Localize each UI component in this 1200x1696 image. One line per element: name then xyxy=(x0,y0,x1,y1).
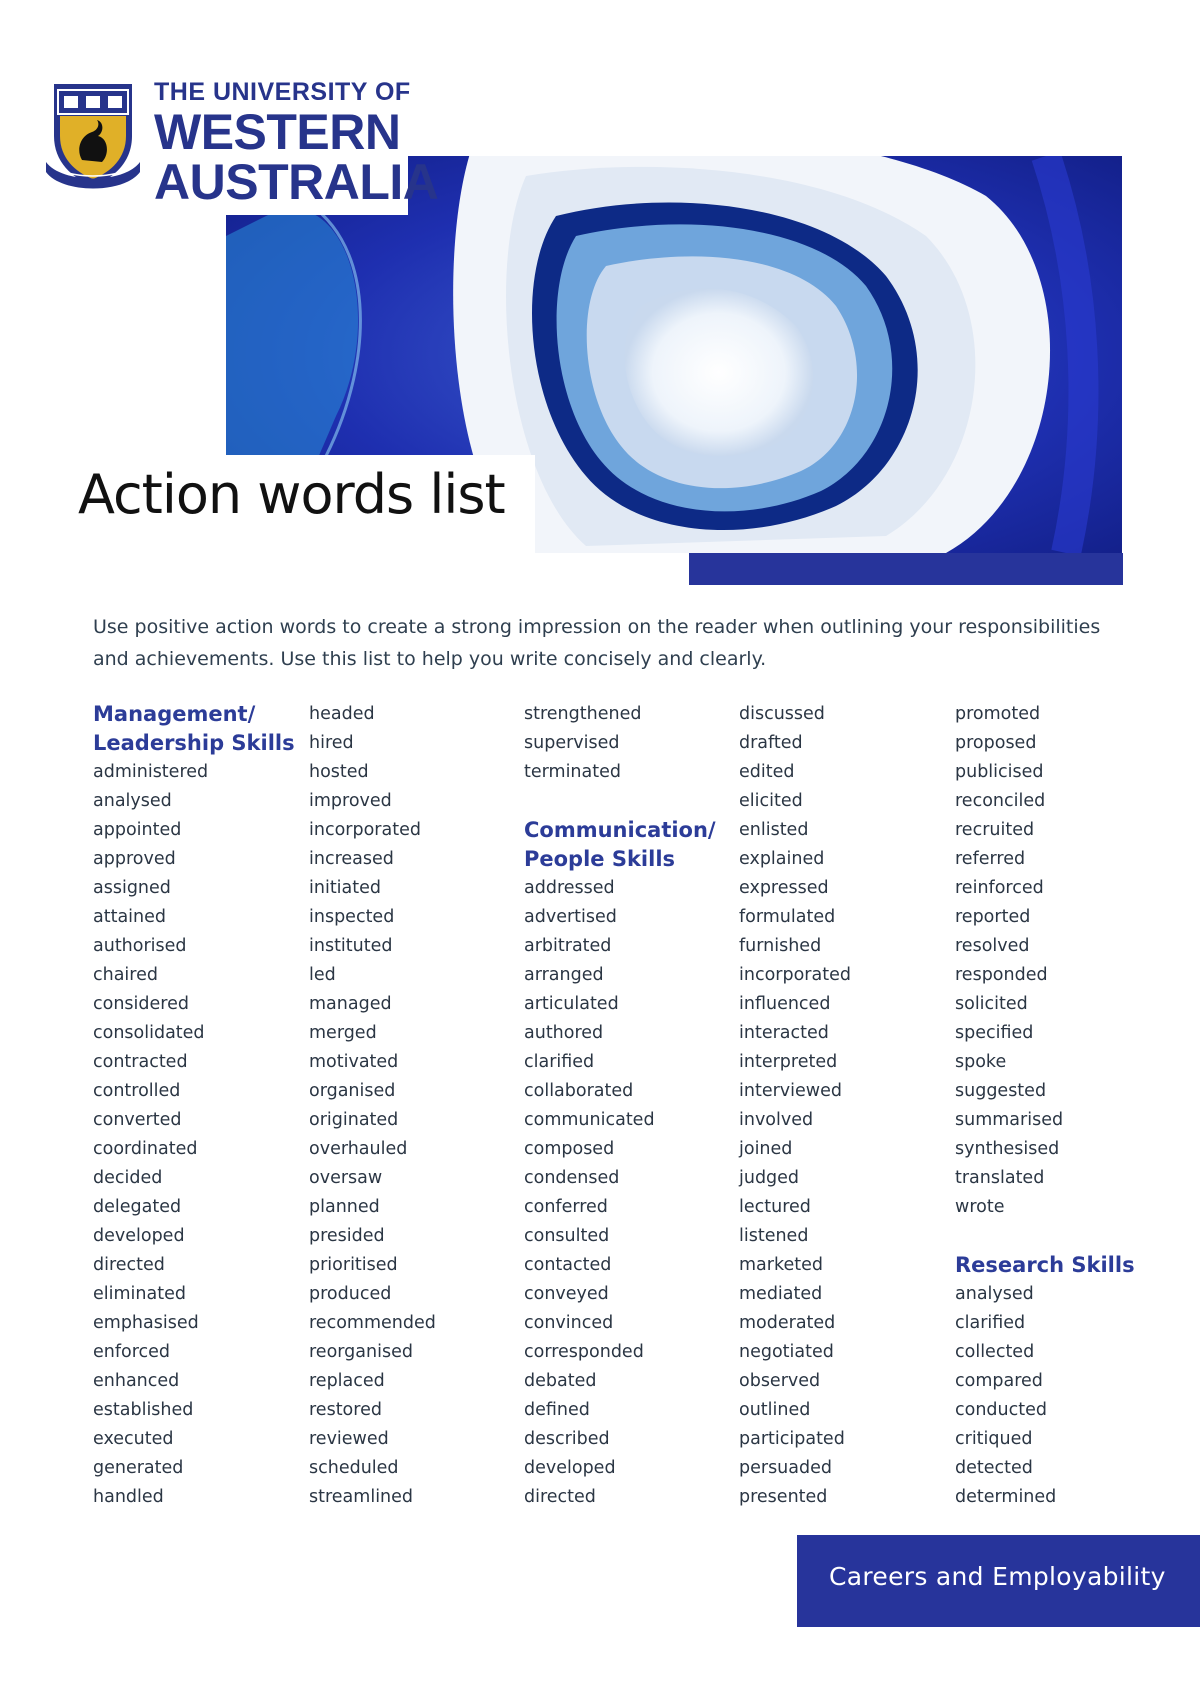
action-word: motivated xyxy=(309,1052,399,1072)
action-word: produced xyxy=(309,1284,392,1304)
action-word: resolved xyxy=(955,936,1030,956)
action-word: persuaded xyxy=(739,1458,832,1478)
action-word: initiated xyxy=(309,878,381,898)
action-word: supervised xyxy=(524,733,620,753)
action-word: organised xyxy=(309,1081,396,1101)
action-word: influenced xyxy=(739,994,831,1014)
action-word: increased xyxy=(309,849,394,869)
action-word: arbitrated xyxy=(524,936,612,956)
action-word: enforced xyxy=(93,1342,171,1362)
action-word: promoted xyxy=(955,704,1041,724)
action-word: overhauled xyxy=(309,1139,408,1159)
action-word: joined xyxy=(739,1139,793,1159)
action-word: summarised xyxy=(955,1110,1064,1130)
action-word: listened xyxy=(739,1226,809,1246)
action-word: formulated xyxy=(739,907,836,927)
action-word: debated xyxy=(524,1371,597,1391)
footer-label: Careers and Employability xyxy=(829,1562,1166,1591)
action-word: presided xyxy=(309,1226,385,1246)
action-word: moderated xyxy=(739,1313,836,1333)
action-word: originated xyxy=(309,1110,399,1130)
action-word: restored xyxy=(309,1400,382,1420)
university-name-line2: WESTERN xyxy=(154,104,401,160)
action-word: mediated xyxy=(739,1284,823,1304)
action-word: enhanced xyxy=(93,1371,180,1391)
action-word: improved xyxy=(309,791,392,811)
action-word: chaired xyxy=(93,965,158,985)
action-word: streamlined xyxy=(309,1487,414,1507)
action-word: led xyxy=(309,965,336,985)
action-word: strengthened xyxy=(524,704,642,724)
action-word: suggested xyxy=(955,1081,1047,1101)
action-word: critiqued xyxy=(955,1429,1033,1449)
action-word: advertised xyxy=(524,907,617,927)
action-word: enlisted xyxy=(739,820,809,840)
action-word: clarified xyxy=(524,1052,595,1072)
action-word: planned xyxy=(309,1197,380,1217)
section-heading: People Skills xyxy=(524,847,676,871)
action-word: managed xyxy=(309,994,392,1014)
action-word: interacted xyxy=(739,1023,829,1043)
action-word: contracted xyxy=(93,1052,188,1072)
section-heading: Research Skills xyxy=(955,1253,1135,1277)
action-word: clarified xyxy=(955,1313,1026,1333)
action-word: inspected xyxy=(309,907,395,927)
action-word: expressed xyxy=(739,878,829,898)
action-word: handled xyxy=(93,1487,164,1507)
action-word: directed xyxy=(524,1487,596,1507)
action-word: publicised xyxy=(955,762,1044,782)
action-word: authored xyxy=(524,1023,604,1043)
university-name-line1: THE UNIVERSITY OF xyxy=(154,78,411,106)
action-word: articulated xyxy=(524,994,619,1014)
action-word: interviewed xyxy=(739,1081,842,1101)
action-word: outlined xyxy=(739,1400,811,1420)
action-word: furnished xyxy=(739,936,822,956)
action-word: authorised xyxy=(93,936,187,956)
word-column-2 xyxy=(309,700,519,1512)
action-word: incorporated xyxy=(309,820,421,840)
page-title: Action words list xyxy=(78,463,505,526)
action-word: consulted xyxy=(524,1226,610,1246)
action-word: merged xyxy=(309,1023,377,1043)
action-word: wrote xyxy=(955,1197,1005,1217)
action-word: spoke xyxy=(955,1052,1007,1072)
action-word: proposed xyxy=(955,733,1037,753)
action-word: recommended xyxy=(309,1313,436,1333)
action-word: appointed xyxy=(93,820,182,840)
action-word: terminated xyxy=(524,762,621,782)
action-word: replaced xyxy=(309,1371,385,1391)
action-word: consolidated xyxy=(93,1023,205,1043)
action-word: involved xyxy=(739,1110,814,1130)
action-word: collected xyxy=(955,1342,1035,1362)
word-column-3 xyxy=(524,700,734,1512)
action-word: hosted xyxy=(309,762,369,782)
action-word: incorporated xyxy=(739,965,851,985)
action-word: arranged xyxy=(524,965,604,985)
action-word: explained xyxy=(739,849,825,869)
university-name xyxy=(154,78,439,210)
action-word: translated xyxy=(955,1168,1045,1188)
action-word: communicated xyxy=(524,1110,655,1130)
action-word: observed xyxy=(739,1371,821,1391)
action-word: assigned xyxy=(93,878,171,898)
action-word: executed xyxy=(93,1429,174,1449)
action-word: condensed xyxy=(524,1168,620,1188)
intro-paragraph: Use positive action words to create a strong impression on the reader when outlining your responsibilities and achievements. Use this list to help you write concisely and clearly. xyxy=(93,616,1101,670)
action-word: reported xyxy=(955,907,1031,927)
hero-accent-bar xyxy=(689,553,1123,585)
action-word: coordinated xyxy=(93,1139,198,1159)
action-word: conferred xyxy=(524,1197,608,1217)
action-word: instituted xyxy=(309,936,393,956)
action-word: considered xyxy=(93,994,189,1014)
action-word: headed xyxy=(309,704,375,724)
action-word: administered xyxy=(93,762,209,782)
action-word: responded xyxy=(955,965,1048,985)
action-word: lectured xyxy=(739,1197,811,1217)
action-word: prioritised xyxy=(309,1255,398,1275)
action-word: hired xyxy=(309,733,354,753)
action-word: elicited xyxy=(739,791,803,811)
action-word: conveyed xyxy=(524,1284,609,1304)
action-word: converted xyxy=(93,1110,182,1130)
action-word: emphasised xyxy=(93,1313,199,1333)
action-word: generated xyxy=(93,1458,184,1478)
action-word: participated xyxy=(739,1429,845,1449)
spacer xyxy=(524,787,734,816)
action-word: interpreted xyxy=(739,1052,838,1072)
spacer xyxy=(955,1222,1165,1251)
action-word: marketed xyxy=(739,1255,823,1275)
word-column-5 xyxy=(955,700,1165,1512)
action-word: eliminated xyxy=(93,1284,186,1304)
action-word: analysed xyxy=(955,1284,1034,1304)
action-word: delegated xyxy=(93,1197,182,1217)
action-word: drafted xyxy=(739,733,803,753)
action-word: described xyxy=(524,1429,610,1449)
action-word: addressed xyxy=(524,878,615,898)
action-word: established xyxy=(93,1400,194,1420)
action-word: reconciled xyxy=(955,791,1046,811)
action-word: judged xyxy=(739,1168,800,1188)
action-word: defined xyxy=(524,1400,590,1420)
action-word: compared xyxy=(955,1371,1043,1391)
university-crest-icon xyxy=(42,80,144,192)
action-word: conducted xyxy=(955,1400,1047,1420)
action-word: corresponded xyxy=(524,1342,644,1362)
action-word: edited xyxy=(739,762,795,782)
action-word: oversaw xyxy=(309,1168,383,1188)
action-word: decided xyxy=(93,1168,163,1188)
action-word: contacted xyxy=(524,1255,612,1275)
word-column-4 xyxy=(739,700,949,1512)
word-column-1 xyxy=(93,700,303,1512)
action-word: scheduled xyxy=(309,1458,399,1478)
action-word: analysed xyxy=(93,791,172,811)
action-word: determined xyxy=(955,1487,1057,1507)
section-heading: Leadership Skills xyxy=(93,731,295,755)
action-word: reviewed xyxy=(309,1429,389,1449)
action-word: solicited xyxy=(955,994,1028,1014)
university-logo xyxy=(0,0,439,215)
action-word: referred xyxy=(955,849,1026,869)
action-word: reinforced xyxy=(955,878,1044,898)
university-name-line3: AUSTRALIA xyxy=(154,154,439,210)
action-word: presented xyxy=(739,1487,828,1507)
action-word: synthesised xyxy=(955,1139,1060,1159)
action-word: developed xyxy=(93,1226,185,1246)
action-word: attained xyxy=(93,907,166,927)
action-word: recruited xyxy=(955,820,1035,840)
section-heading: Management/ xyxy=(93,702,256,726)
action-word: convinced xyxy=(524,1313,614,1333)
action-word: reorganised xyxy=(309,1342,413,1362)
action-word: approved xyxy=(93,849,176,869)
action-word: directed xyxy=(93,1255,165,1275)
action-word: specified xyxy=(955,1023,1034,1043)
action-word: developed xyxy=(524,1458,616,1478)
action-word: negotiated xyxy=(739,1342,834,1362)
action-word: discussed xyxy=(739,704,825,724)
section-heading: Communication/ xyxy=(524,818,716,842)
action-word: controlled xyxy=(93,1081,181,1101)
action-word: collaborated xyxy=(524,1081,634,1101)
action-word: composed xyxy=(524,1139,615,1159)
action-word: detected xyxy=(955,1458,1033,1478)
